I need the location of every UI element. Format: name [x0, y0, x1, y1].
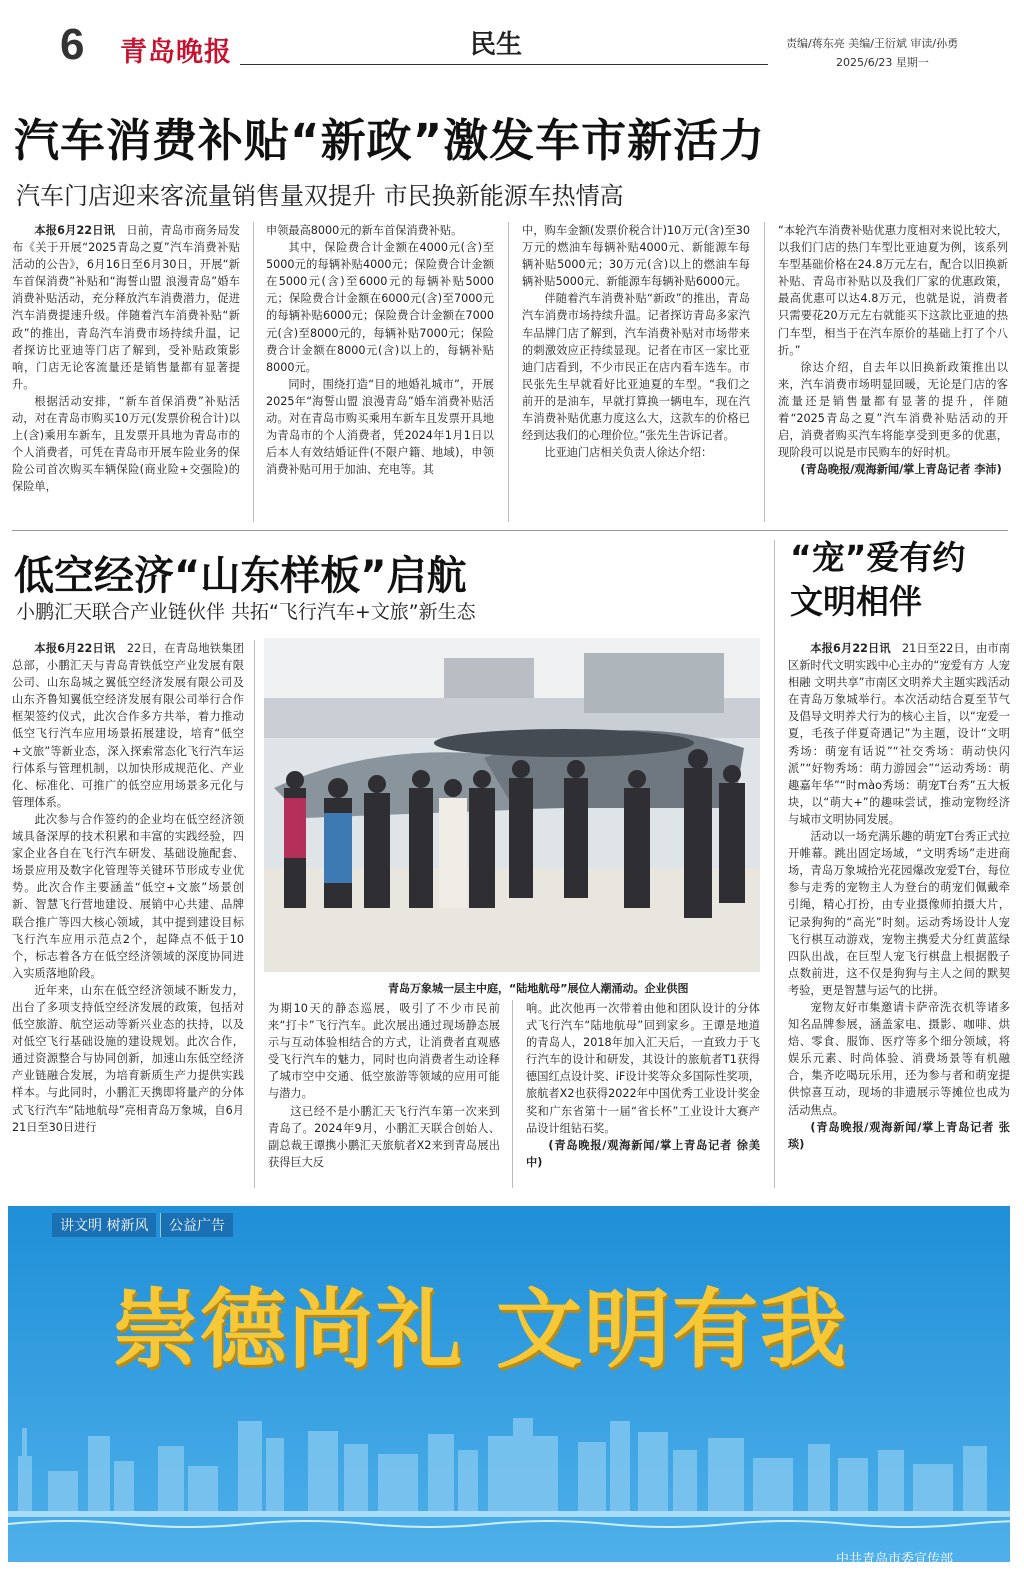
article3-column	[788, 640, 1010, 1188]
paragraph: 活动以一场充满乐趣的萌宠T台秀正式拉开帷幕。跳出固定场域，“文明秀场”走进商场，青岛万象城拾光花园爆改宠爱T台，每位参与走秀的宠物主人为登台的萌宠们佩戴牵引绳，精心打扮，由专业摄像师拍摄大片，记录狗狗的“高光”时刻。运动秀场设计人宠飞行棋互动游戏，宠物主携爱犬分红黄蓝绿四队出战，在巨型人宠飞行棋盘上根据骰子点数前进，这不仅是狗狗与主人之间的默契考验，更是智慧与运气的比拼。	[788, 830, 1010, 997]
paragraph: “本轮汽车消费补贴优惠力度相对来说比较大，以我们门店的热门车型比亚迪夏为例，该系列车型基础价格在24.8万元左右，配合以旧换新补贴、青岛市补贴以及我们厂家的优惠政策，最高优惠可以达4.8万元，也就是说，消费者只需要花20万元左右就能买下这款比亚迪的热门车型，相当于在汽车原价的基础上打了个八折。”	[778, 224, 1008, 357]
masthead-rule	[240, 64, 768, 65]
paragraph: 近年来，山东在低空经济领域不断发力，出台了多项支持低空经济发展的政策，包括对低空旅游、航空运动等新兴业态的扶持，以及对低空飞行基础设施的建设规划。此次合作，通过资源整合与协同创新，加速山东低空经济产业链融合发展，为培育新质生产力提供实践样本。与此同时，小鹏汇天携即将量产的分体式飞行汽车“陆地航母”亮相青岛万象城，自6月21日至30日进行	[12, 983, 244, 1134]
headline-line: 文明相伴	[790, 582, 922, 621]
dateline: 本报6月22日讯	[34, 224, 116, 237]
article3-headline	[790, 536, 965, 624]
ad-tag-civility: 讲文明 树新风	[52, 1213, 156, 1237]
paragraph: 其中，保险费合计金额在4000元(含)至5000元的每辆补贴4000元；保险费合计金额在5000元(含)至6000元的每辆补贴5000元；保险费合计金额在6000元(含)至7000元的每辆补贴6000元；保险费合计金额在7000元(含)至8000元的，每辆补贴7000元；保险费合计金额在8000元(含)以上的，每辆补贴8000元。	[266, 241, 494, 374]
article1-column-4	[778, 222, 1008, 522]
article1-column-3	[522, 222, 750, 522]
article1-column-1	[12, 222, 240, 522]
headline-line: “宠”爱有约	[790, 538, 966, 577]
paragraph: 此次参与合作签约的企业均在低空经济领域具备深厚的技术积累和丰富的实践经验，四家企业各自在飞行汽车研发、基础设施配套、场景应用及数字化管理等关键环节形成专业优势。此次合作主要涵盖“低空+文旅”场景创新、智慧飞行营地建设、展销中心共建、品牌联合推广等四大核心领域，其中提到建设目标飞行汽车应用示范点2个，起降点不低于10个，标志着各方在低空经济领域的深度协同进入实质落地阶段。	[12, 812, 244, 980]
paragraph: 宠物友好市集邀请卡萨帝洗衣机等诸多知名品牌参展，涵盖家电、摄影、咖啡、烘焙、零食、服饰、医疗等多个细分领域，将娱乐元素、时尚体验、消费场景等有机融合，集齐吃喝玩乐用，还为参与者和萌宠提供惊喜互动，现场的非遗展示等摊位也成为活动焦点。	[788, 1000, 1010, 1117]
byline: (青岛晚报/观海新闻/掌上青岛记者 张琰)	[788, 1120, 1010, 1151]
column-divider	[508, 222, 509, 522]
section-divider	[12, 530, 1008, 531]
column-divider	[512, 1000, 513, 1188]
paragraph: 响。此次他再一次带着由他和团队设计的分体式飞行汽车“陆地航母”回到家乡。王谭是地道的青岛人，2018年加入汇天后，一直致力于飞行汽车的设计和研发，其设计的旅航者T1获得德国红点设计奖、iF设计奖等众多国际性奖项，旅航者X2也获得2022年中国优秀工业设计奖金奖和广东省第十一届“省长杯”工业设计大赛产品设计组钻石奖。	[526, 1002, 760, 1135]
paragraph: 根据活动安排，“新车首保消费”补贴活动，对在青岛市购买10万元(发票价税合计)以上(含)乘用车新车，且发票开具地为青岛市的个人消费者，可凭在青岛市开展车险业务的保险公司首次购买车辆保险(商业险+交强险)的保险单，	[12, 394, 240, 494]
newspaper-logo: 青岛晚报	[120, 37, 232, 68]
dateline: 本报6月22日讯	[810, 642, 891, 655]
article2-subhead: 小鹏汇天联合产业链伙伴 共拓“飞行汽车+文旅”新生态	[16, 601, 476, 623]
paragraph: 徐达介绍，自去年以旧换新政策推出以来，汽车消费市场明显回暖，无论是门店的客流量还是销售量都有显著的提升，伴随着“2025青岛之夏”汽车消费补贴活动的开启，消费者购买汽车将能享受到更多的优惠，现阶段可以说是市民购车的好时机。	[778, 360, 1008, 460]
byline: (青岛晚报/观海新闻/掌上青岛记者 李沛)	[800, 463, 1002, 477]
column-divider	[254, 640, 255, 1188]
paragraph: 22日，在青岛地铁集团总部，小鹏汇天与青岛青铁低空产业发展有限公司、山东岛城之翼低空经济发展有限公司及山东齐鲁知翼低空经济发展有限公司举行合作框架签约仪式，此次合作多方共举，着力推动低空飞行汽车应用场景拓展建设，培育“低空+文旅”等新业态，深入探索常态化飞行汽车运行体系与管理机制，以加快形成规范化、产业化、标准化、可推广的低空应用场景多元化与管理体系。	[12, 642, 244, 809]
exhibition-photo	[264, 638, 760, 972]
issue-date: 2025/6/23 星期一	[836, 56, 929, 69]
byline: (青岛晚报/观海新闻/掌上青岛记者 徐美中)	[526, 1138, 760, 1169]
section-title: 民生	[470, 30, 523, 60]
article2-headline: 低空经济“山东样板”启航	[14, 553, 467, 599]
article2-column-2	[268, 1000, 500, 1188]
column-divider	[253, 222, 254, 522]
ad-slogan: 崇德尚礼 文明有我	[112, 1279, 848, 1380]
editor-credits	[786, 34, 1016, 72]
ad-tag-psa: 公益广告	[160, 1213, 233, 1237]
paragraph: 申领最高8000元的新车首保消费补贴。	[266, 224, 463, 237]
paragraph: 伴随着汽车消费补贴“新政”的推出，青岛汽车消费市场持续升温。记者探访青岛多家汽车品牌门店了解到，汽车消费补贴对市场带来的刺激效应正持续显现。记者在市区一家比亚迪门店看到，不少市民正在店内看车选车。市民张先生早就看好比亚迪夏的车型。“我们之前开的是油车，早就打算换一辆电车，现在汽车消费补贴优惠力度这么大，这款车的价格已经到达我们的心理价位。”张先生告诉记者。	[522, 292, 750, 443]
article2-column-1	[12, 640, 244, 1188]
paragraph: 21日至22日，由市南区新时代文明实践中心主办的“宠爱有方 人宠相融 文明共享”市南区文明养犬主题实践活动在青岛万象城举行。本次活动结合夏至节气及倡导文明养犬行为的核心主旨，以“宠爱一夏，毛孩子伴夏奇遇记”为主题，设计“文明秀场：萌宠有话说”“社交秀场：萌动快闪派”“好物秀场：萌力游园会”“运动秀场：萌趣嘉年华”“时mào秀场：萌宠T台秀”五大板块，以“萌大+”的趣味尝试，推动宠物经济与城市文明协同发展。	[788, 642, 1010, 826]
photo-illustration	[264, 638, 760, 972]
article2-column-3	[526, 1000, 760, 1188]
ad-sponsor: 中共青岛市委宣传部	[836, 1552, 954, 1567]
article1-subhead: 汽车门店迎来客流量销售量双提升 市民换新能源车热情高	[16, 182, 624, 210]
paragraph: 日前，青岛市商务局发布《关于开展“2025青岛之夏”汽车消费补贴活动的公告》，6月16日至6月30日，开展“新车首保消费”补贴和“海誓山盟 浪漫青岛”婚车消费补贴活动，充分释放汽车消费潜力，促进汽车消费提速升级。伴随着汽车消费补贴“新政”的推出，青岛汽车消费市场持续升温，记者探访比亚迪等门店了解到，受补贴政策影响，门店无论客流量还是销售量都有显著提升。	[12, 224, 240, 391]
column-divider	[774, 540, 775, 1188]
editors-line: 责编/蒋东亮 美编/王衍斌 审读/孙勇	[786, 37, 959, 50]
paragraph: 中，购车金额(发票价税合计)10万元(含)至30万元的燃油车每辆补贴4000元、新能源车每辆补贴5000元；30万元(含)以上的燃油车每辆补贴5000元、新能源车每辆补贴6000元。	[522, 224, 750, 289]
article1-headline: 汽车消费补贴“新政”激发车市新活力	[14, 114, 766, 167]
dateline: 本报6月22日讯	[34, 642, 116, 655]
page-number: 6	[60, 20, 85, 69]
paragraph: 这已经不是小鹏汇天飞行汽车第一次来到青岛了。2024年9月，小鹏汇天联合创始人、副总裁王谭携小鹏汇天旅航者X2来到青岛展出获得巨大反	[268, 1104, 500, 1169]
paragraph: 比亚迪门店相关负责人徐达介绍：	[544, 446, 713, 460]
photo-caption: 青岛万象城一层主中庭，“陆地航母”展位人潮涌动。企业供图	[388, 982, 689, 995]
column-divider	[764, 222, 765, 522]
article1-column-2	[266, 222, 494, 522]
paragraph: 为期10天的静态巡展，吸引了不少市民前来“打卡”飞行汽车。此次展出通过现场静态展示与互动体验相结合的方式，让消费者直观感受飞行汽车的魅力，同时也向消费者生动诠释了城市空中交通、低空旅游等领域的应用可能与潜力。	[268, 1002, 500, 1101]
paragraph: 同时，围绕打造“目的地婚礼城市”，开展2025年“海誓山盟 浪漫青岛”婚车消费补贴活动。对在青岛市购买乘用车新车且发票开具地为青岛市的个人消费者，凭2024年1月1日以后本人有效结婚证件(不限户籍、地域)，申领消费补贴可用于加油、充电等。其	[266, 377, 494, 477]
